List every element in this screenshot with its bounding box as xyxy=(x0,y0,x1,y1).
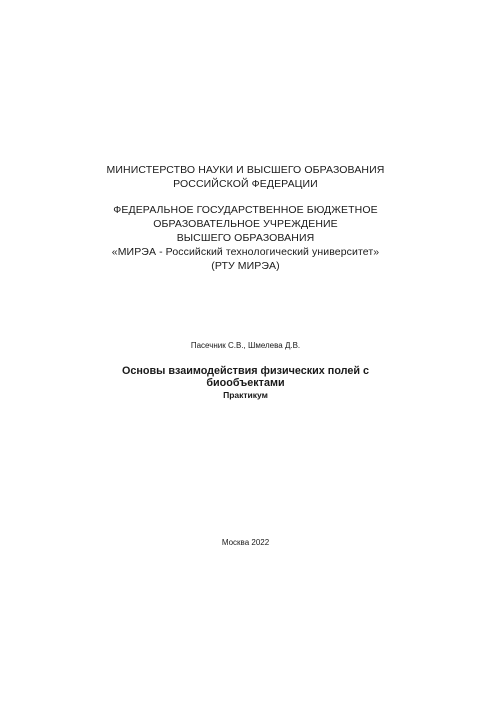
institution-header xyxy=(0,203,491,273)
city-year: Москва 2022 xyxy=(221,538,270,547)
document-title-line-1: Основы взаимодействия физических полей с xyxy=(121,365,370,377)
document-title-line-2: биообъектами xyxy=(206,377,285,389)
document-subtitle: Практикум xyxy=(223,390,268,400)
ministry-header xyxy=(0,163,491,191)
institution-line-4: «МИРЭА - Российский технологический университет» xyxy=(111,246,380,258)
institution-line-2: ОБРАЗОВАТЕЛЬНОЕ УЧРЕЖДЕНИЕ xyxy=(153,218,338,230)
institution-line-3: ВЫСШЕГО ОБРАЗОВАНИЯ xyxy=(176,232,315,244)
institution-line-5: (РТУ МИРЭА) xyxy=(211,260,280,272)
authors: Пасечник С.В., Шмелева Д.В. xyxy=(190,341,301,350)
ministry-line-1: МИНИСТЕРСТВО НАУКИ И ВЫСШЕГО ОБРАЗОВАНИЯ xyxy=(106,164,385,176)
ministry-line-2: РОССИЙСКОЙ ФЕДЕРАЦИИ xyxy=(173,178,318,190)
institution-line-1: ФЕДЕРАЛЬНОЕ ГОСУДАРСТВЕННОЕ БЮДЖЕТНОЕ xyxy=(113,204,378,216)
document-title-block xyxy=(0,365,491,401)
